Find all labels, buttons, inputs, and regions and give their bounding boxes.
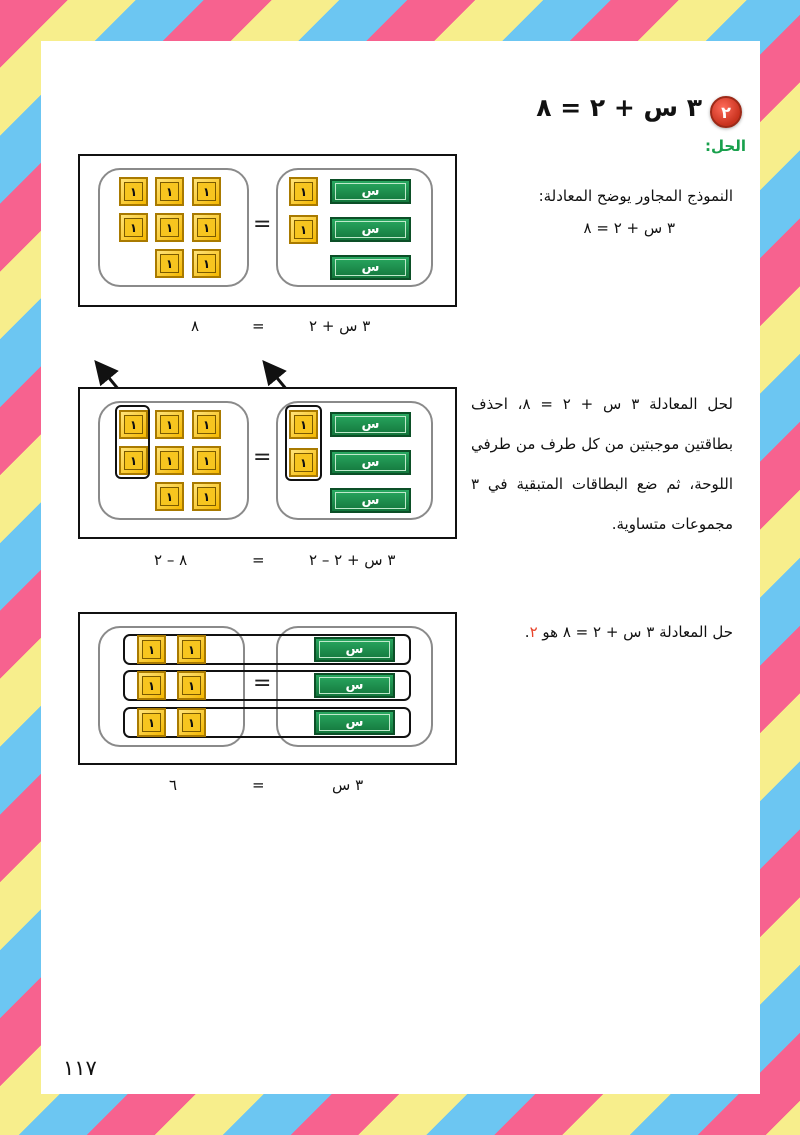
step3-answer: ٢: [529, 623, 538, 641]
unit-tile: ١: [155, 482, 184, 511]
textbook-page: [41, 41, 760, 1094]
board-equals-sign: =: [253, 445, 272, 470]
problem-equation: ٣ س + ٢ = ٨: [536, 93, 702, 122]
variable-tile: س: [330, 450, 411, 475]
step2-text: لحل المعادلة ٣ س + ٢ = ٨، احذف بطاقتين موجبتين من كل طرف من طرفي اللوحة، ثم ضع البطاقات المتبقية في ٣ مجموعات متساوية.: [471, 395, 733, 533]
step1-text: [473, 187, 733, 237]
unit-tile: ١: [137, 635, 166, 664]
unit-tile: ١: [192, 446, 221, 475]
board1-caption-equals: =: [252, 317, 265, 335]
board3-caption-left: ٦: [169, 776, 178, 794]
unit-tile: ١: [119, 410, 148, 439]
unit-tile: ١: [155, 177, 184, 206]
step3-text-suffix: .: [524, 623, 530, 641]
unit-tile: ١: [177, 671, 206, 700]
unit-tile: ١: [155, 410, 184, 439]
question-number-badge: ٢: [710, 96, 742, 128]
unit-tile: ١: [192, 249, 221, 278]
unit-tile: ١: [289, 177, 318, 206]
board1-caption-left: ٨: [191, 317, 200, 335]
solution-label: الحل:: [705, 137, 746, 155]
unit-tile: ١: [119, 446, 148, 475]
equation-board-2: [78, 387, 457, 539]
board-equals-sign: =: [253, 212, 272, 237]
unit-tile: ١: [119, 213, 148, 242]
step1-text-line1: النموذج المجاور يوضح المعادلة:: [538, 187, 733, 205]
page-number: ١١٧: [63, 1056, 97, 1080]
board3-caption-right: ٣ س: [332, 776, 364, 794]
variable-tile: س: [314, 710, 395, 735]
variable-tile: س: [314, 673, 395, 698]
step3-text: [471, 623, 733, 641]
variable-tile: س: [314, 637, 395, 662]
board2-caption-right: ٣ س + ٢ – ٢: [309, 551, 396, 569]
step1-text-line2: ٣ س + ٢ = ٨: [583, 219, 675, 237]
board2-caption-equals: =: [252, 551, 265, 569]
unit-tile: ١: [177, 708, 206, 737]
variable-tile: س: [330, 255, 411, 280]
unit-tile: ١: [155, 249, 184, 278]
unit-tile: ١: [177, 635, 206, 664]
step3-text-prefix: حل المعادلة ٣ س + ٢ = ٨ هو: [537, 623, 733, 641]
variable-tile: س: [330, 217, 411, 242]
unit-tile: ١: [192, 410, 221, 439]
unit-tile: ١: [192, 482, 221, 511]
variable-tile: س: [330, 179, 411, 204]
board3-caption-equals: =: [252, 776, 265, 794]
unit-tile: ١: [289, 410, 318, 439]
equation-board-3: [78, 612, 457, 765]
unit-tile: ١: [192, 177, 221, 206]
board-equals-sign: =: [253, 671, 272, 696]
unit-tile: ١: [289, 215, 318, 244]
unit-tile: ١: [289, 448, 318, 477]
board1-caption-right: ٣ س + ٢: [309, 317, 371, 335]
unit-tile: ١: [192, 213, 221, 242]
unit-tile: ١: [137, 708, 166, 737]
unit-tile: ١: [119, 177, 148, 206]
unit-tile: ١: [137, 671, 166, 700]
board2-caption-left: ٨ – ٢: [154, 551, 188, 569]
variable-tile: س: [330, 412, 411, 437]
variable-tile: س: [330, 488, 411, 513]
unit-tile: ١: [155, 213, 184, 242]
unit-tile: ١: [155, 446, 184, 475]
equation-board-1: [78, 154, 457, 307]
